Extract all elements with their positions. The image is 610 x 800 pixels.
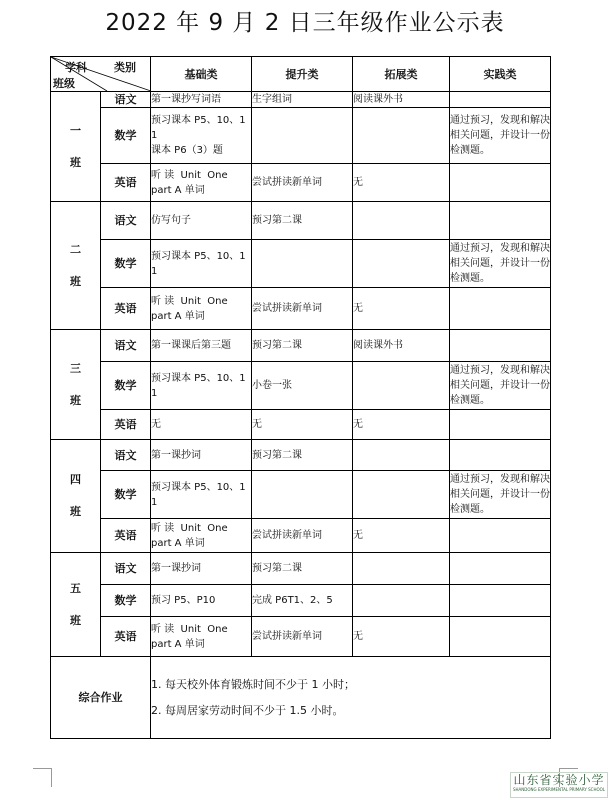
cell-extend bbox=[353, 440, 450, 471]
cell-practice: 通过预习，发现和解决相关问题，并设计一份检测题。 bbox=[450, 240, 551, 288]
cell-improve: 生字组词 bbox=[252, 92, 353, 108]
table-row bbox=[51, 92, 551, 108]
table-row bbox=[51, 108, 551, 164]
table-row bbox=[51, 519, 551, 553]
homework-table-body bbox=[51, 57, 551, 739]
subject-cell: 英语 bbox=[101, 519, 151, 553]
cell-practice bbox=[450, 553, 551, 585]
class-name-cell: 一 班 bbox=[51, 92, 101, 202]
class-name-cell: 四 班 bbox=[51, 440, 101, 553]
cell-practice bbox=[450, 202, 551, 240]
cell-improve: 预习第二课 bbox=[252, 440, 353, 471]
cell-improve: 尝试拼读新单词 bbox=[252, 617, 353, 657]
cell-improve: 尝试拼读新单词 bbox=[252, 164, 353, 202]
cell-basic: 听 读 Unit One part A 单词 bbox=[151, 288, 252, 330]
cell-improve: 无 bbox=[252, 410, 353, 440]
cell-practice bbox=[450, 617, 551, 657]
comprehensive-row bbox=[51, 657, 551, 739]
cell-extend: 无 bbox=[353, 617, 450, 657]
cell-extend bbox=[353, 553, 450, 585]
subject-cell: 数学 bbox=[101, 108, 151, 164]
column-header-improve: 提升类 bbox=[252, 57, 353, 92]
page-corner-mark-left bbox=[33, 768, 52, 787]
cell-improve: 小卷一张 bbox=[252, 362, 353, 410]
cell-improve: 预习第二课 bbox=[252, 330, 353, 362]
cell-practice bbox=[450, 92, 551, 108]
header-row bbox=[51, 57, 551, 92]
cell-basic: 无 bbox=[151, 410, 252, 440]
cell-basic: 听 读 Unit One part A 单词 bbox=[151, 164, 252, 202]
cell-basic: 预习课本 P5、10、11 课本 P6（3）题 bbox=[151, 108, 252, 164]
table-row bbox=[51, 288, 551, 330]
subject-cell: 数学 bbox=[101, 240, 151, 288]
class-name-cell: 二 班 bbox=[51, 202, 101, 330]
table-row bbox=[51, 330, 551, 362]
cell-basic: 第一课抄词 bbox=[151, 440, 252, 471]
cell-practice bbox=[450, 519, 551, 553]
cell-improve: 预习第二课 bbox=[252, 202, 353, 240]
cell-improve: 尝试拼读新单词 bbox=[252, 519, 353, 553]
school-logo-text: 山东省实验小学 bbox=[513, 773, 605, 787]
school-logo bbox=[510, 772, 608, 798]
cell-practice bbox=[450, 330, 551, 362]
table-row bbox=[51, 553, 551, 585]
header-subject-label: 学科 bbox=[65, 61, 87, 74]
cell-extend: 阅读课外书 bbox=[353, 330, 450, 362]
subject-cell: 语文 bbox=[101, 92, 151, 108]
cell-practice: 通过预习，发现和解决相关问题，并设计一份检测题。 bbox=[450, 362, 551, 410]
cell-basic: 听 读 Unit One part A 单词 bbox=[151, 617, 252, 657]
table-row bbox=[51, 362, 551, 410]
school-logo-subtext: SHANDONG EXPERIMENTAL PRIMARY SCHOOL bbox=[512, 787, 606, 792]
cell-improve: 尝试拼读新单词 bbox=[252, 288, 353, 330]
column-header-extend: 拓展类 bbox=[353, 57, 450, 92]
cell-practice bbox=[450, 410, 551, 440]
page-title: 2022 年 9 月 2 日三年级作业公示表 bbox=[105, 10, 505, 36]
homework-table bbox=[50, 56, 551, 739]
cell-basic: 第一课抄词 bbox=[151, 553, 252, 585]
subject-cell: 语文 bbox=[101, 330, 151, 362]
cell-basic: 听 读 Unit One part A 单词 bbox=[151, 519, 252, 553]
cell-extend: 无 bbox=[353, 288, 450, 330]
cell-basic: 预习课本 P5、10、11 bbox=[151, 362, 252, 410]
subject-cell: 英语 bbox=[101, 288, 151, 330]
cell-improve bbox=[252, 108, 353, 164]
comprehensive-notes-cell bbox=[151, 657, 551, 739]
diagonal-header-cell bbox=[51, 57, 151, 92]
cell-improve bbox=[252, 240, 353, 288]
cell-extend: 阅读课外书 bbox=[353, 92, 450, 108]
table-row bbox=[51, 240, 551, 288]
class-name-cell: 三 班 bbox=[51, 330, 101, 440]
subject-cell: 数学 bbox=[101, 362, 151, 410]
subject-cell: 语文 bbox=[101, 202, 151, 240]
header-class-label: 班级 bbox=[53, 77, 75, 90]
table-row bbox=[51, 202, 551, 240]
column-header-practice: 实践类 bbox=[450, 57, 551, 92]
cell-extend bbox=[353, 362, 450, 410]
subject-cell: 语文 bbox=[101, 440, 151, 471]
cell-extend bbox=[353, 108, 450, 164]
cell-basic: 仿写句子 bbox=[151, 202, 252, 240]
subject-cell: 数学 bbox=[101, 471, 151, 519]
cell-extend bbox=[353, 585, 450, 617]
cell-extend: 无 bbox=[353, 519, 450, 553]
cell-extend: 无 bbox=[353, 410, 450, 440]
cell-basic: 预习课本 P5、10、11 bbox=[151, 471, 252, 519]
cell-basic: 预习课本 P5、10、11 bbox=[151, 240, 252, 288]
class-name-cell: 五 班 bbox=[51, 553, 101, 657]
subject-cell: 英语 bbox=[101, 164, 151, 202]
column-header-basic: 基础类 bbox=[151, 57, 252, 92]
cell-improve: 完成 P6T1、2、5 bbox=[252, 585, 353, 617]
subject-cell: 英语 bbox=[101, 410, 151, 440]
cell-extend: 无 bbox=[353, 164, 450, 202]
cell-practice bbox=[450, 164, 551, 202]
subject-cell: 英语 bbox=[101, 617, 151, 657]
table-row bbox=[51, 585, 551, 617]
header-category-label: 类别 bbox=[114, 61, 136, 74]
cell-practice: 通过预习，发现和解决相关问题，并设计一份检测题。 bbox=[450, 471, 551, 519]
cell-extend bbox=[353, 471, 450, 519]
table-row bbox=[51, 617, 551, 657]
cell-extend bbox=[353, 202, 450, 240]
subject-cell: 数学 bbox=[101, 585, 151, 617]
cell-improve bbox=[252, 471, 353, 519]
table-row bbox=[51, 471, 551, 519]
cell-practice bbox=[450, 585, 551, 617]
cell-practice: 通过预习，发现和解决相关问题，并设计一份检测题。 bbox=[450, 108, 551, 164]
cell-improve: 预习第二课 bbox=[252, 553, 353, 585]
subject-cell: 语文 bbox=[101, 553, 151, 585]
table-row bbox=[51, 440, 551, 471]
table-row bbox=[51, 164, 551, 202]
comprehensive-label-cell: 综合作业 bbox=[51, 657, 151, 739]
comprehensive-item: 2. 每周居家劳动时间不少于 1.5 小时。 bbox=[151, 703, 344, 717]
table-row bbox=[51, 410, 551, 440]
comprehensive-item: 1. 每天校外体育锻炼时间不少于 1 小时； bbox=[151, 677, 355, 691]
cell-practice bbox=[450, 440, 551, 471]
cell-basic: 预习 P5、P10 bbox=[151, 585, 252, 617]
cell-basic: 第一课课后第三题 bbox=[151, 330, 252, 362]
cell-extend bbox=[353, 240, 450, 288]
cell-practice bbox=[450, 288, 551, 330]
cell-basic: 第一课抄写词语 bbox=[151, 92, 252, 108]
